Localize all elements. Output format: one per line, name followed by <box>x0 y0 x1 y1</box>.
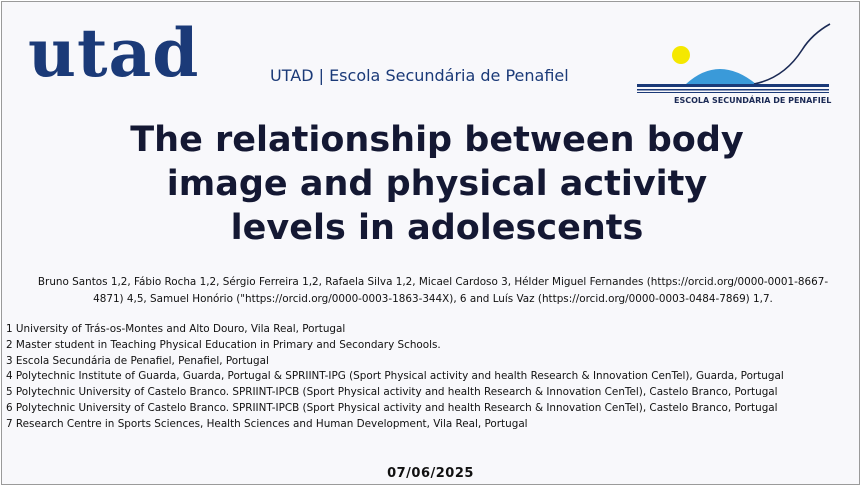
institutions-header: UTAD | Escola Secundária de Penafiel <box>270 66 569 85</box>
authors-line-2: 4871) 4,5, Samuel Honório ("https://orcid.org/0000-0003-1863-344X), 6 and Luís Vaz (https://orcid.org/0000-0003-0484-7869) 1,7. <box>93 293 773 305</box>
poster-title <box>42 118 832 250</box>
sun-icon <box>672 46 690 64</box>
utad-logo: utad <box>28 14 200 92</box>
logo-bar-3 <box>637 92 829 93</box>
presentation-date: 07/06/2025 <box>387 466 474 481</box>
affiliation-item: 2 Master student in Teaching Physical Education in Primary and Secondary Schools. <box>6 338 441 351</box>
affiliation-item: 5 Polytechnic University of Castelo Branco. SPRIINT-IPCB (Sport Physical activity and health Research & Innovation CenTel), Castelo Branco, Portugal <box>6 386 778 399</box>
poster-slide <box>1 1 860 485</box>
affiliation-item: 3 Escola Secundária de Penafiel, Penafiel, Portugal <box>6 354 269 367</box>
affiliation-item: 6 Polytechnic University of Castelo Branco. SPRIINT-IPCB (Sport Physical activity and health Research & Innovation CenTel), Castelo Branco, Portugal <box>6 401 778 414</box>
swoosh-line <box>754 24 830 84</box>
school-logo-caption: ESCOLA SECUNDÁRIA DE PENAFIEL <box>674 96 832 105</box>
affiliation-item: 4 Polytechnic Institute of Guarda, Guarda, Portugal & SPRIINT-IPG (Sport Physical activity and health Research & Innovation CenTel), Guarda, Portugal <box>6 370 784 383</box>
title-line-3: levels in adolescents <box>230 208 644 248</box>
logo-bar-2 <box>637 89 829 91</box>
authors-block <box>8 274 858 308</box>
authors-line-1: Bruno Santos 1,2, Fábio Rocha 1,2, Sérgio Ferreira 1,2, Rafaela Silva 1,2, Micael Cardoso 3, Hélder Miguel Fernandes (https://orcid.org/0000-0001-8667- <box>37 276 829 288</box>
affiliations-list <box>6 322 784 433</box>
affiliation-item: 1 University of Trás-os-Montes and Alto Douro, Vila Real, Portugal <box>6 323 346 335</box>
school-logo <box>634 20 834 110</box>
affiliation-item: 7 Research Centre in Sports Sciences, Health Sciences and Human Development, Vila Real, Portugal <box>6 417 528 430</box>
hill-shape <box>686 69 756 84</box>
logo-bar-1 <box>637 84 829 87</box>
title-line-1: The relationship between body <box>130 120 744 160</box>
title-line-2: image and physical activity <box>166 164 708 204</box>
